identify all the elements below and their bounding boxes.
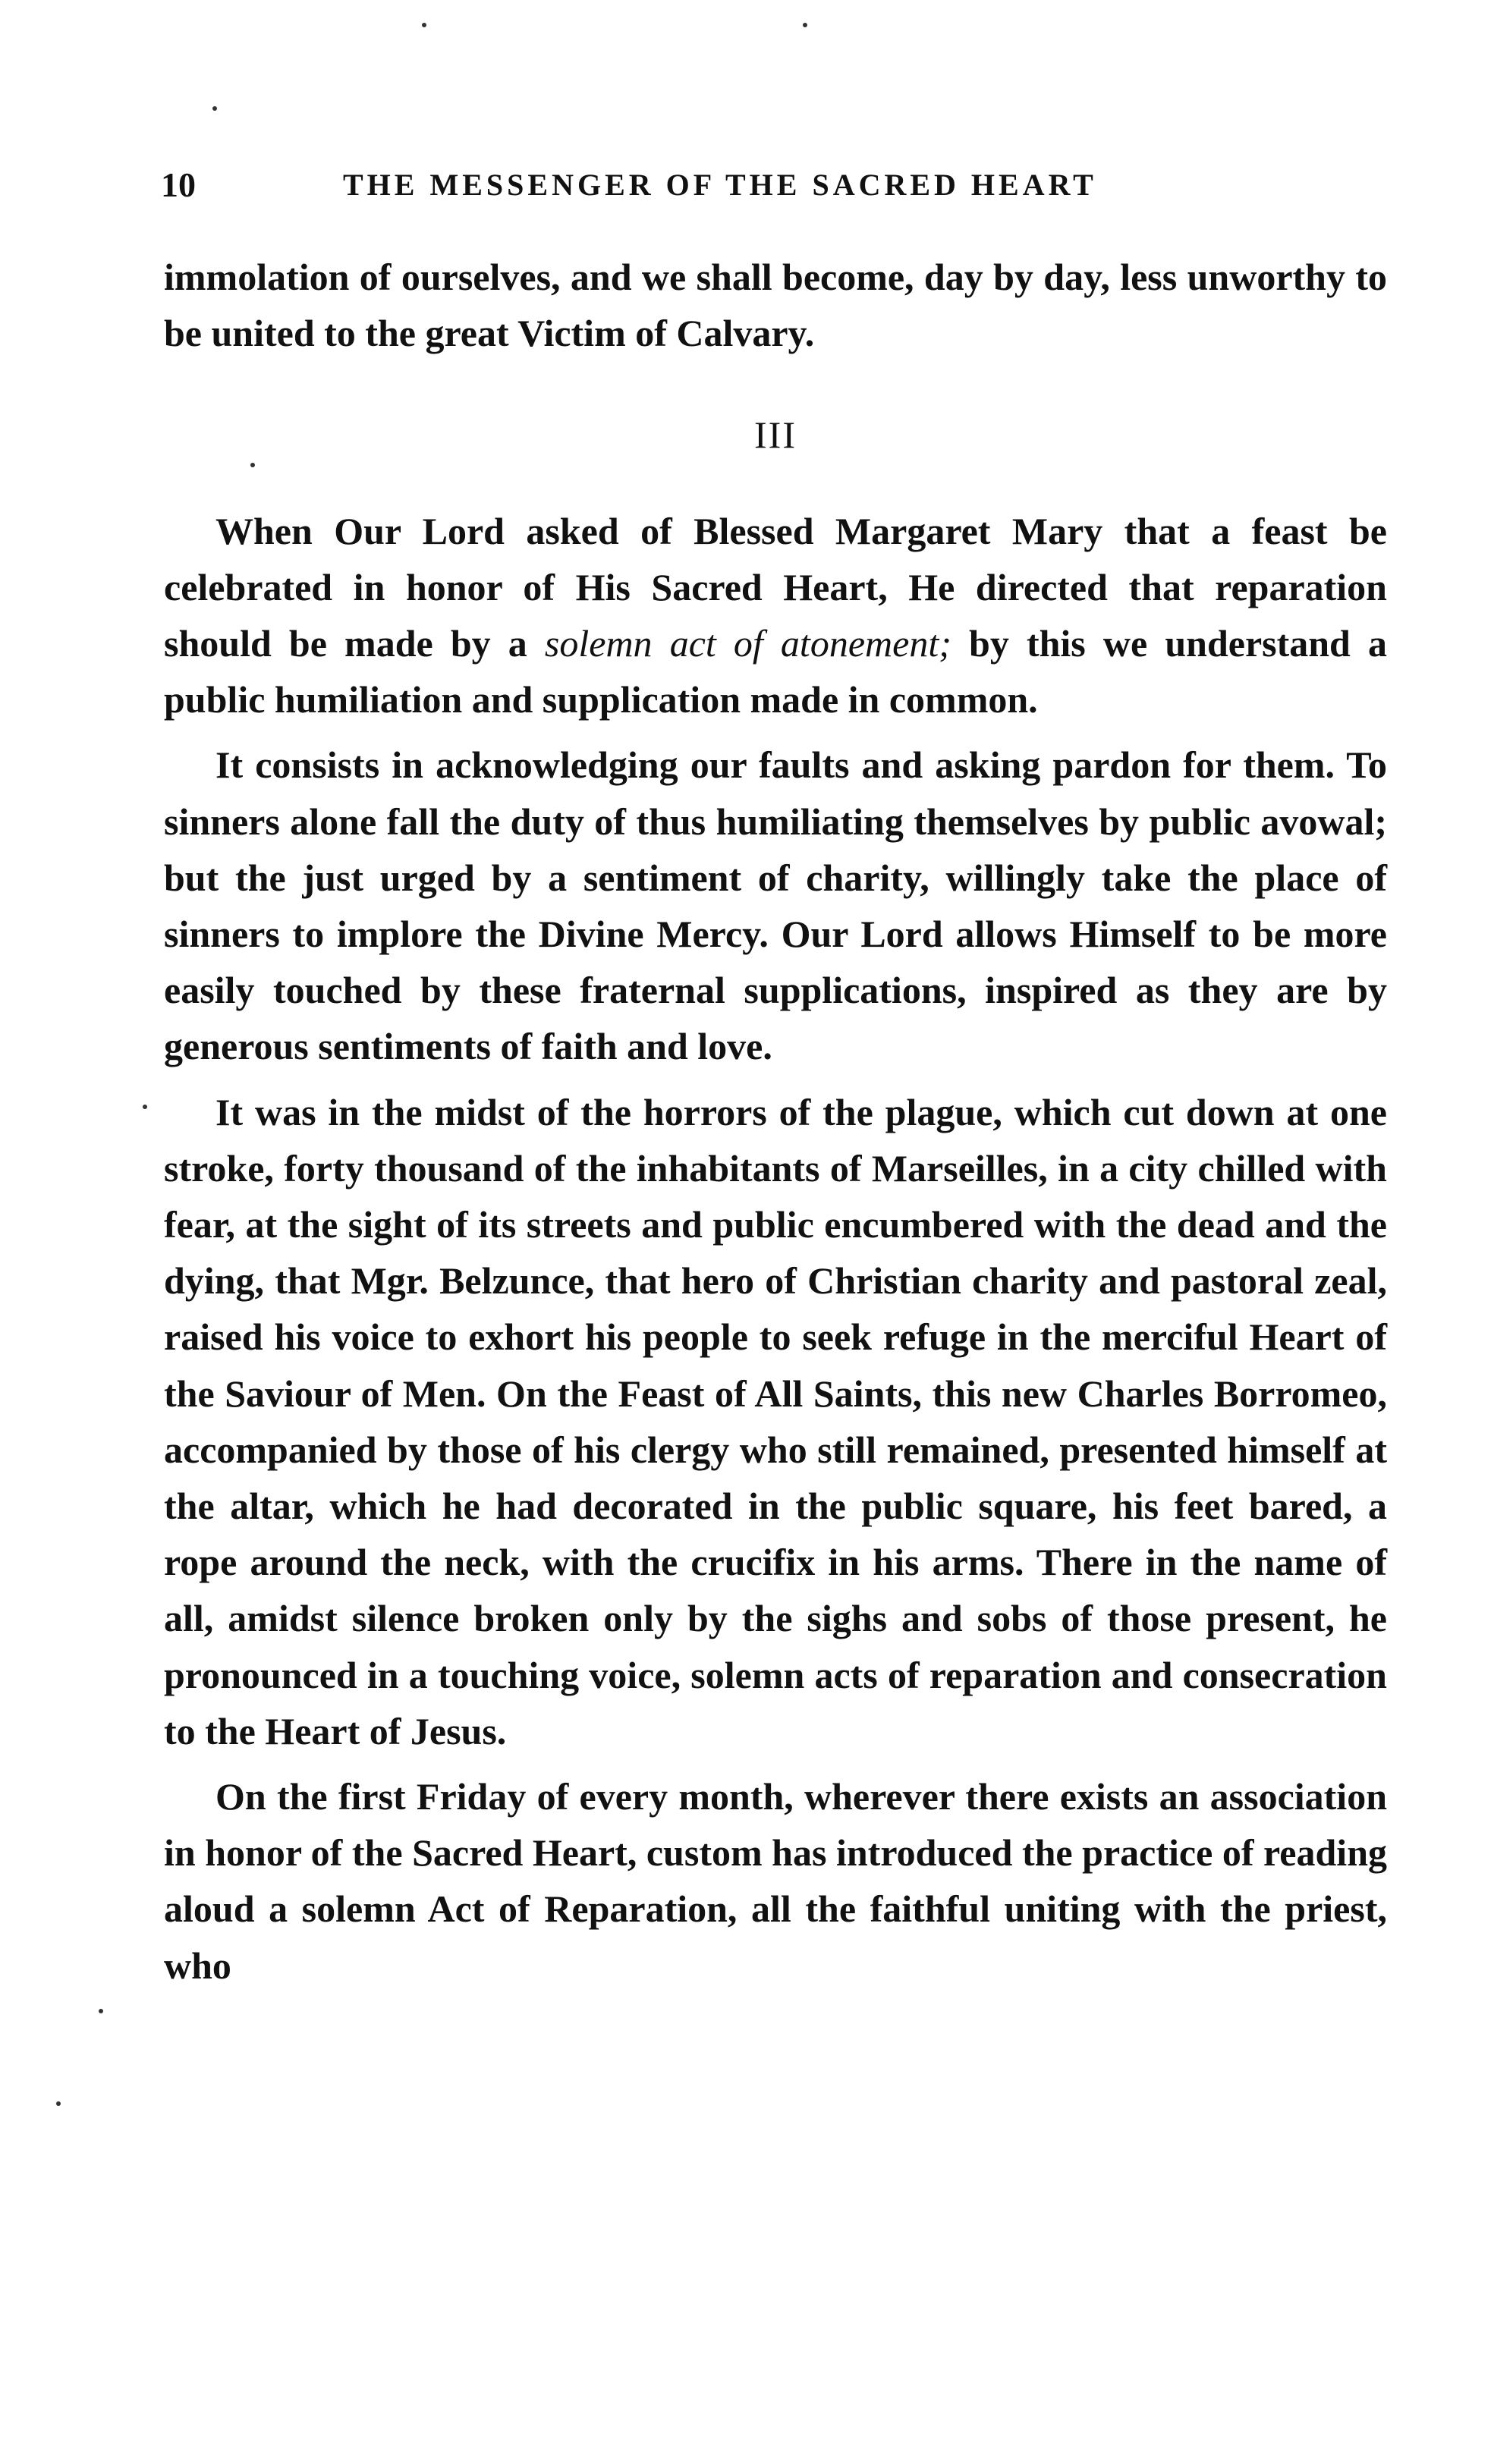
scan-speck (99, 2009, 103, 2013)
paragraph-1-text-a: When Our Lord asked of Blessed Margaret Mary that a feast be celebrated in honor of His Sacred Heart, He directed that reparation should be made by a (164, 509, 1387, 665)
body-text (164, 249, 1387, 1994)
continuation-paragraph: immolation of ourselves, and we shall become, day by day, less unworthy to be united to the great Victim of Calvary. (164, 256, 1387, 355)
scan-speck (143, 1105, 147, 1109)
paragraph-2: It consists in acknowledging our faults and asking pardon for them. To sinners alone fall the duty of thus humiliating themselves by public avowal; but the just urged by a sentiment of charity, willingly take the place of sinners to implore the Divine Mercy. Our Lord allows Himself to be more easily touched by these fraternal supplications, inspired as they are by generous sentiments of faith and love. (164, 743, 1387, 1068)
running-title: THE MESSENGER OF THE SACRED HEART (343, 168, 1097, 202)
paragraph-1-italic: solemn act of atonement; (544, 622, 951, 665)
scan-speck (422, 23, 426, 27)
page-number: 10 (161, 165, 196, 204)
paragraph-1 (164, 503, 1387, 728)
running-head (161, 162, 1253, 208)
paragraph-1-text-b: by this we understand a public humiliation and supplication made in common. (164, 622, 1387, 721)
paragraph-4: On the first Friday of every month, wherever there exists an association in honor of the Sacred Heart, custom has introduced the practice of reading aloud a solemn Act of Reparation, all the faithful uniting with the priest, who (164, 1775, 1387, 1987)
scan-speck (56, 2101, 61, 2106)
scan-speck (803, 23, 807, 27)
paragraph-3: It was in the midst of the horrors of the plague, which cut down at one stroke, forty thousand of the inhabitants of Marseilles, in a city chilled with fear, at the sight of its streets and public encumbered with the dead and the dying, that Mgr. Belzunce, that hero of Christian charity and pastoral zeal, raised his voice to exhort his people to seek refuge in the merciful Heart of the Saviour of Men. On the Feast of All Saints, this new Charles Borromeo, accompanied by those of his clergy who still remained, presented himself at the altar, which he had decorated in the public square, his feet bared, a rope around the neck, with the crucifix in his arms. There in the name of all, amidst silence broken only by the sighs and sobs of those present, he pronounced in a touching voice, solemn acts of reparation and consecration to the Heart of Jesus. (164, 1090, 1387, 1752)
section-heading: III (754, 413, 797, 457)
scan-speck (212, 106, 217, 111)
